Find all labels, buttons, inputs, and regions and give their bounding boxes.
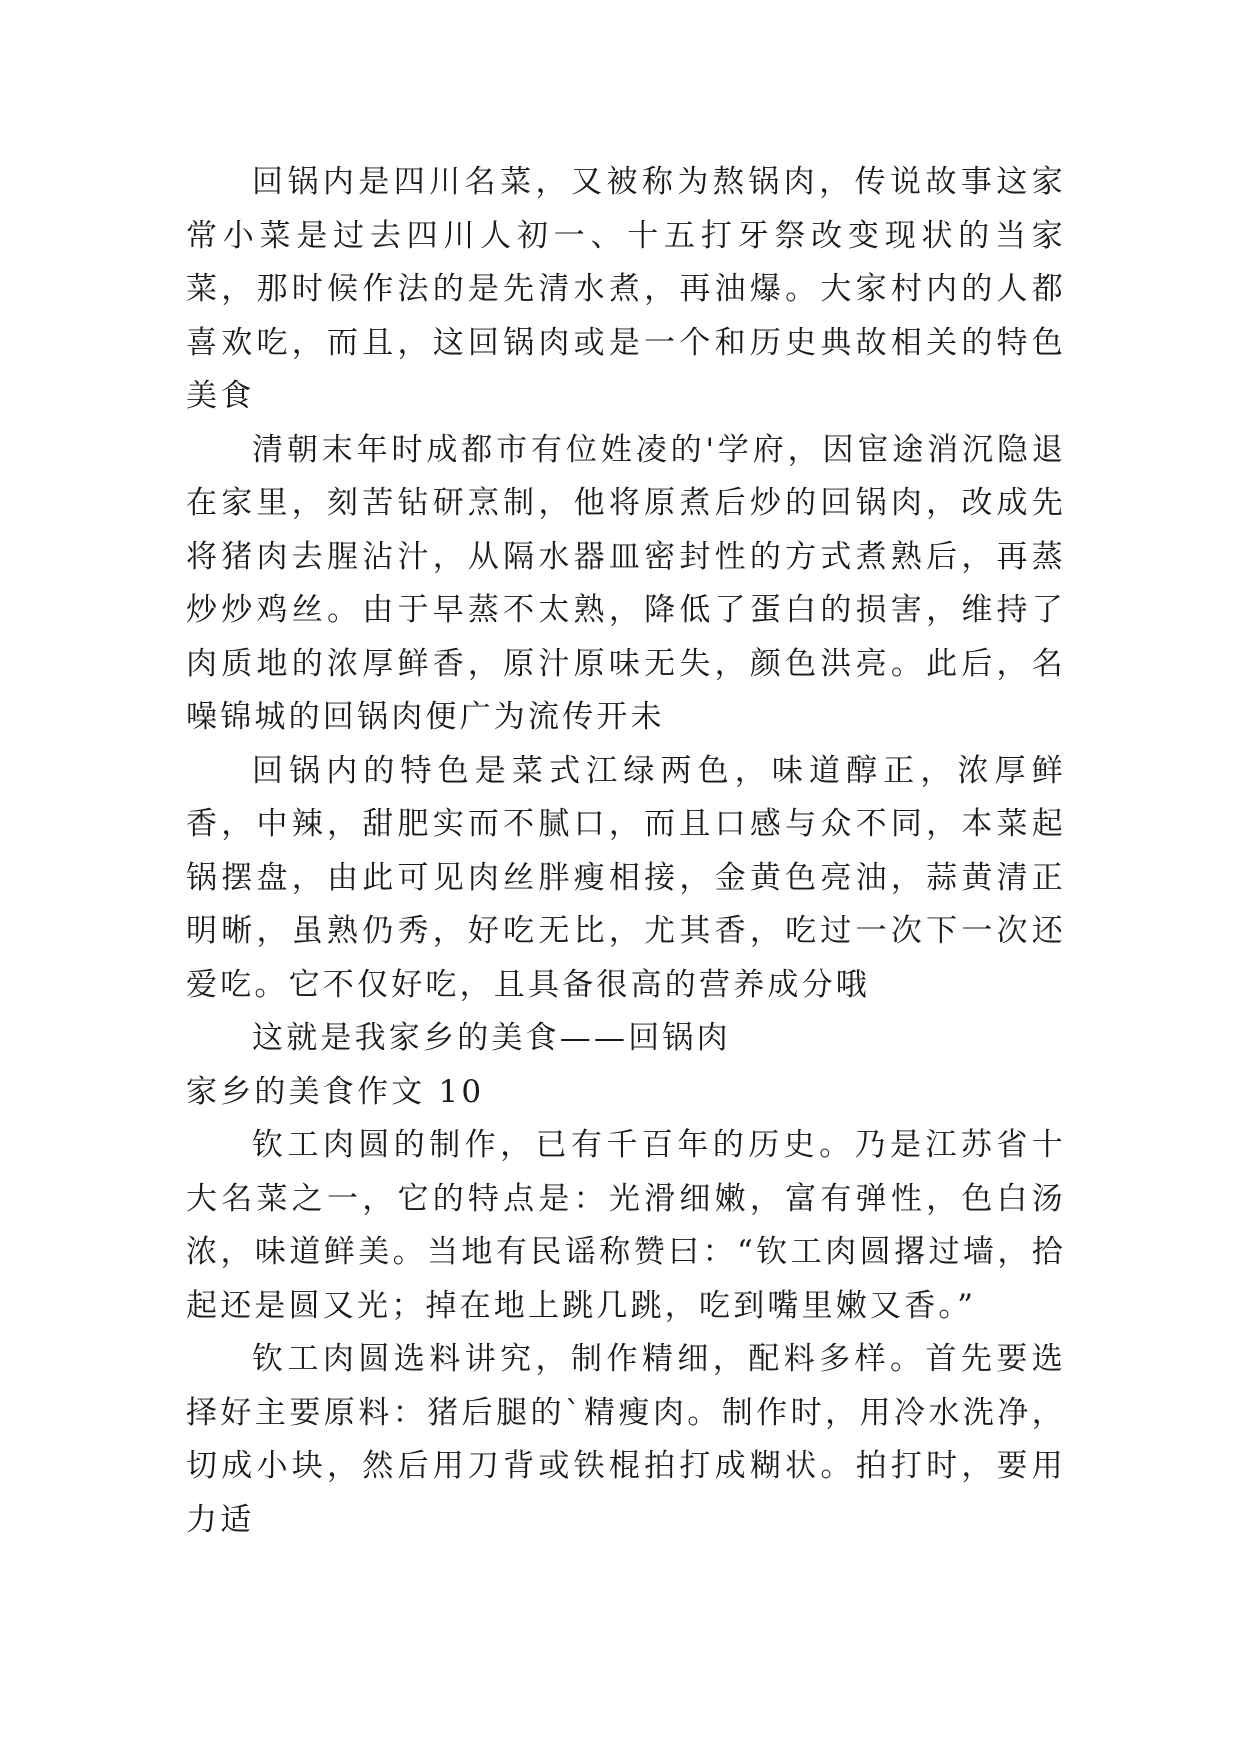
paragraph-huiguorou-intro: 回锅内是四川名菜，又被称为熬锅肉，传说故事这家常小菜是过去四川人初一、十五打牙祭改变现状的当家菜，那时候作法的是先清水煮，再油爆。大家村内的人都喜欢吃，而且，这回锅肉或是一个和历史典故相关的特色美食 xyxy=(186,164,1066,414)
essay-heading: 家乡的美食作文 10 xyxy=(186,1073,485,1110)
paragraph-huiguorou-history: 清朝末年时成都市有位姓凌的'学府，因宦途消沉隐退在家里，刻苦钻研烹制，他将原煮后炒的回锅肉，改成先将猪肉去腥沾汁，从隔水器皿密封性的方式煮熟后，再蒸炒炒鸡丝。由于早蒸不太熟，降低了蛋白的损害，维持了肉质地的浓厚鲜香，原汁原味无失，颜色洪亮。此后，名噪锦城的回锅肉便广为流传开未 xyxy=(186,431,1066,735)
paragraph-huiguorou-conclusion: 这就是我家乡的美食——回锅肉 xyxy=(252,1020,731,1056)
paragraph-qingong-meatball-making: 钦工肉圆选料讲究，制作精细，配料多样。首先要选择好主要原料：猪后腿的`精瘦肉。制作时，用冷水洗净，切成小块，然后用刀背或铁棍拍打成糊状。拍打时，要用力适 xyxy=(186,1341,1066,1538)
document-body xyxy=(186,156,1066,1547)
paragraph-qingong-meatball-intro: 钦工肉圆的制作，已有千百年的历史。乃是江苏省十大名菜之一，它的特点是：光滑细嫩，富有弹性，色白汤浓，味道鲜美。当地有民谣称赞曰：“钦工肉圆撂过墙，拾起还是圆又光；掉在地上跳几跳，吃到嘴里嫩又香。” xyxy=(186,1127,1066,1324)
paragraph-huiguorou-features: 回锅内的特色是菜式江绿两色，味道醇正，浓厚鲜香，中辣，甜肥实而不腻口，而且口感与众不同，本菜起锅摆盘，由此可见肉丝胖瘦相接，金黄色亮油，蒜黄清正明晰，虽熟仍秀，好吃无比，尤其香，吃过一次下一次还爱吃。它不仅好吃，且具备很高的营养成分哦 xyxy=(186,752,1066,1003)
